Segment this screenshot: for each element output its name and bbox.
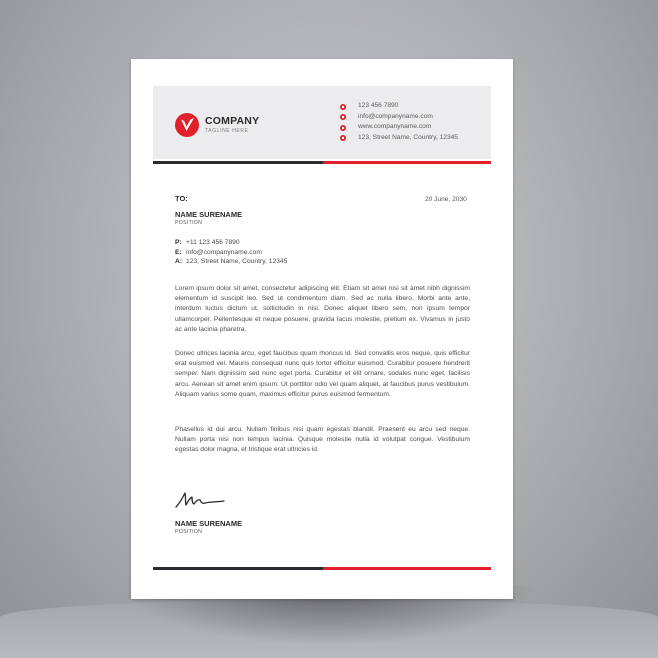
signature-icon <box>174 489 226 511</box>
sender-position: POSITION <box>175 529 203 535</box>
phone-key: P: <box>175 239 182 246</box>
letterhead-page <box>131 59 513 599</box>
header-email-text: info@companyname.com <box>358 112 433 120</box>
recipient-name: NAME SURENAME <box>175 210 243 219</box>
header-rule-dark <box>153 161 323 164</box>
header-website-text: www.companyname.com <box>358 123 432 130</box>
body-paragraph-3: Phasellus id dui arcu. Nullam finibus nisi quam egestas blandit. Praesent eu arcu sed neque. Nullam porta nisi non tempus lacinia. Quisque molestie nulla id volutpat congue. Vestibulum egestas dolor magna, et tristique erat ultricies id. <box>175 426 470 454</box>
to-label: TO: <box>175 194 188 203</box>
company-tagline: TAGLINE HERE <box>205 128 249 134</box>
header-address-text: 123, Street Name, Country, 12345 <box>358 133 458 141</box>
sender-name: NAME SURENAME <box>175 519 243 528</box>
company-name: COMPANY <box>205 115 260 127</box>
header-rule-red <box>323 161 491 164</box>
address-key: A: <box>175 258 183 266</box>
phone-icon <box>340 104 346 110</box>
footer-rule-dark <box>153 567 323 570</box>
header-band <box>153 86 491 159</box>
location-icon <box>340 135 346 141</box>
recipient-position: POSITION <box>175 220 203 226</box>
body-paragraph-1: Lorem ipsum dolor sit amet, consectetur adipiscing elit. Etiam sit amet nisi sit amet nibh dignissim elementum id suscipit leo. Sed ut condimentum diam. Sed ac nulla libero. Morbi ante ante, interdum luctus dictum ut, sollicitudin in nisi. Donec aliquet libero sem, non ipsum tempor ullamcorper. Pellentesque et neque posuere, gravida lacus molestie, pretium ex. Vivamus in justo ac ante lacinia pharetra. <box>175 285 470 333</box>
company-logo-icon <box>175 113 199 137</box>
email-icon <box>340 114 346 120</box>
header-phone-text: 123 456 7890 <box>358 102 399 109</box>
phone-value: +11 123 456 7890 <box>186 239 240 246</box>
globe-icon <box>340 125 346 131</box>
email-value: info@companyname.com <box>186 248 262 256</box>
body-paragraph-2: Donec ultrices lacinia arcu, eget faucibus quam rhoncus id. Sed convallis eros neque, quis efficitur erat euismod vel. Mauris consequat nunc quis tortor efficitur euismod. Curabitur posuere hendrerit semper. Nam dignissim sed nunc eget porta. Curabitur et elit ornare, sodales nunc eget, facilisis arcu. Aenean sit amet enim ipsum. Ut porttitor odio vel quam aliquet, at faucibus purus vestibulum. Aliquam varius some quam, maximus efficitur purus euismod fermentum. <box>175 350 470 398</box>
address-value: 123, Street Name, Country, 12345 <box>186 258 288 266</box>
email-key: E: <box>175 248 182 256</box>
footer-rule-red <box>323 567 491 570</box>
letter-date: 20 June, 2030 <box>425 196 467 203</box>
